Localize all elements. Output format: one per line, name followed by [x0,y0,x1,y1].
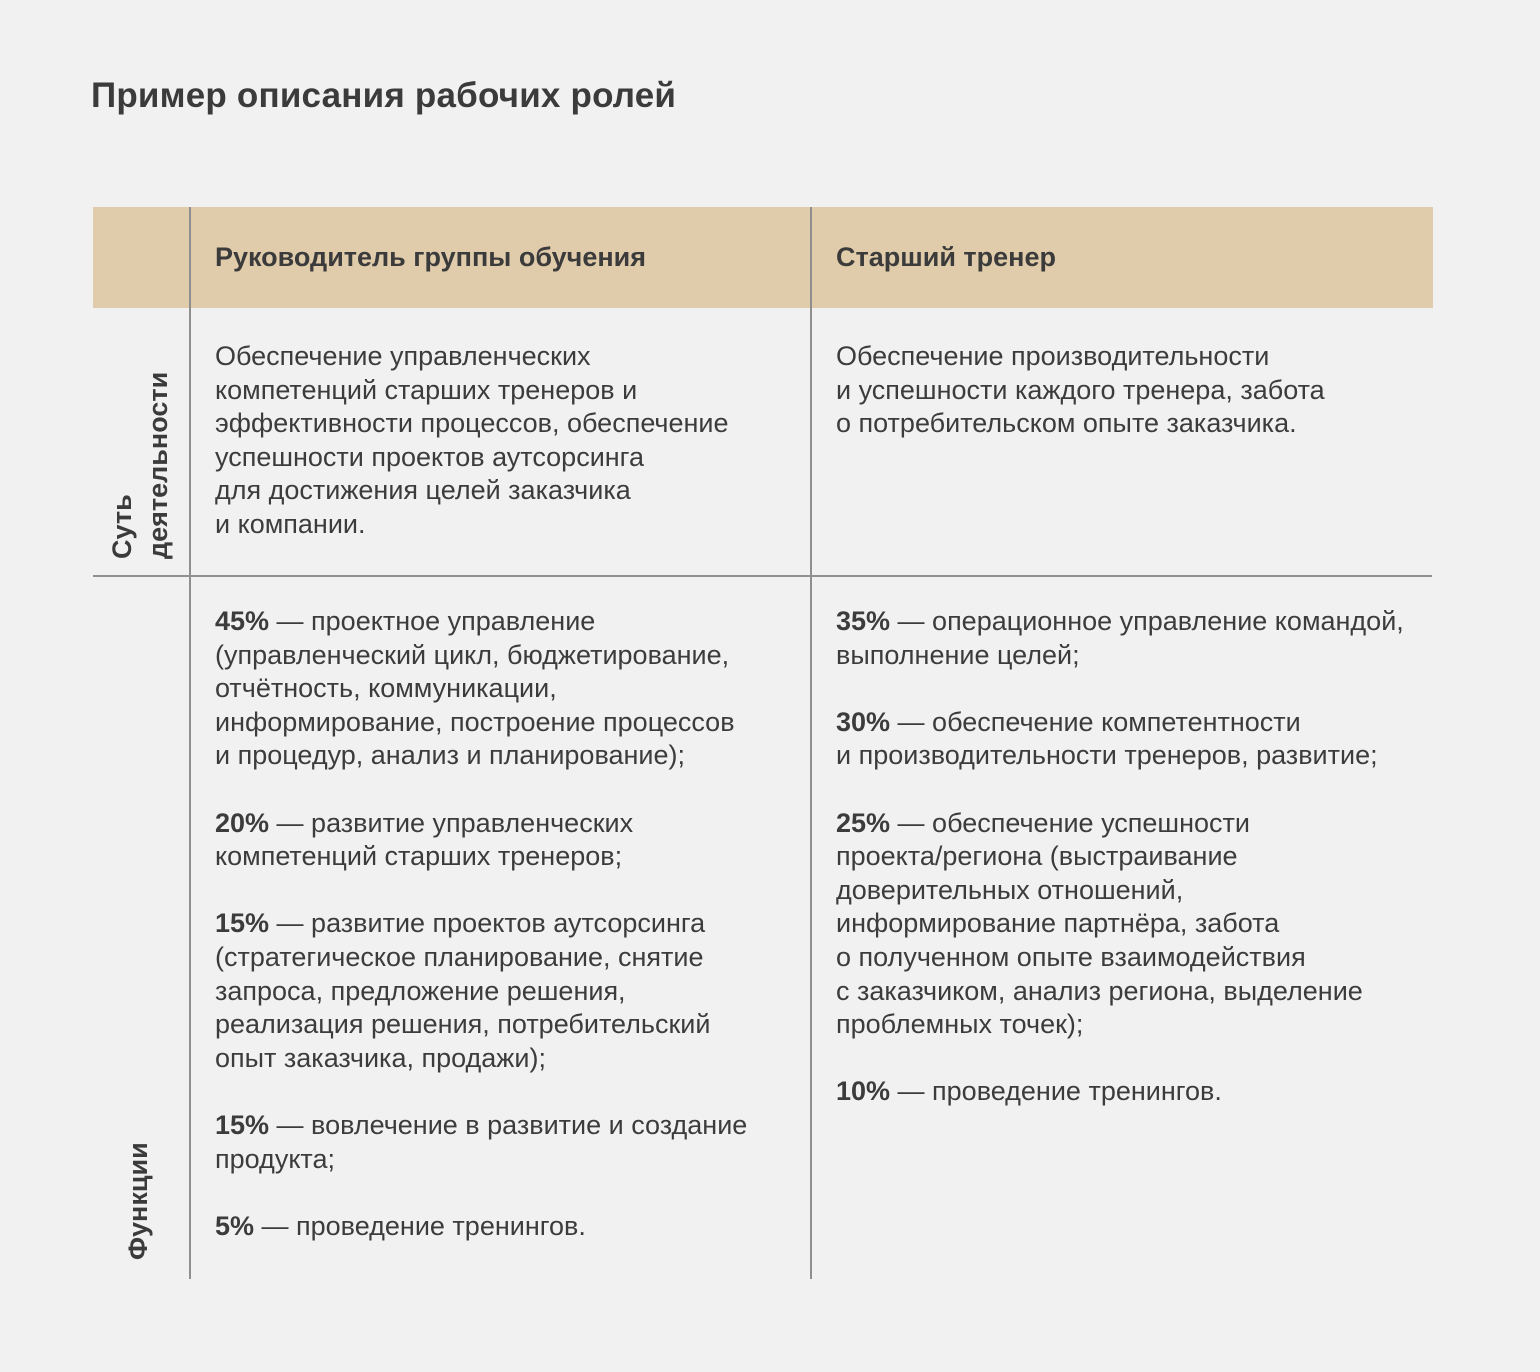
function-text: — операционное управление командой, выполнение целей; [836,606,1404,670]
function-text: — проведение тренингов. [254,1210,586,1241]
function-item [836,807,1404,1042]
function-text: — проектное управление (управленческий цикл, бюджетирование, отчётность, коммуникации, информирование, построение процессов и процедур, анализ и планирование); [215,606,735,771]
function-item [215,605,747,773]
column-divider-middle [810,207,812,1279]
row-label-functions: Функции [123,1142,153,1260]
row-divider [93,575,1432,577]
function-percent: 30% [836,706,891,737]
function-text: — развитие проектов аутсорсинга (стратегическое планирование, снятие запроса, предложение решения, реализация решения, потребительский опыт заказчика, продажи); [215,908,711,1073]
function-percent: 20% [215,807,270,838]
column-divider-left [189,207,191,1279]
function-percent: 15% [215,1109,270,1140]
function-text: — проведение тренингов. [890,1076,1222,1107]
function-percent: 10% [836,1076,891,1107]
function-text: — обеспечение компетентности и производительности тренеров, развитие; [836,706,1378,771]
function-text: — вовлечение в развитие и создание продукта; [215,1109,748,1174]
function-percent: 5% [215,1210,255,1241]
function-item [215,1210,747,1244]
functions-list-senior-trainer [836,605,1404,1143]
essence-cell-group-lead: Обеспечение управленческих компетенций старших тренеров и эффективности процессов, обеспечение успешности проектов аутсорсинга для достижения целей заказчика и компании. [215,341,729,539]
function-item [215,807,747,874]
function-item [836,1075,1404,1109]
function-text: — обеспечение успешности проекта/региона (выстраивание доверительных отношений, информирование партнёра, забота о полученном опыте взаимодействия с заказчиком, анализ региона, выделение проблемных точек); [836,807,1363,1040]
function-text: — развитие управленческих компетенций старших тренеров; [215,807,634,872]
column-header-senior-trainer: Старший тренер [836,242,1056,272]
function-item [215,907,747,1075]
function-percent: 15% [215,908,270,939]
page-title: Пример описания рабочих ролей [91,76,677,115]
essence-cell-senior-trainer: Обеспечение производительности и успешности каждого тренера, забота о потребительском опыте заказчика. [836,341,1325,439]
column-header-group-lead: Руководитель группы обучения [215,242,647,272]
row-label-essence [104,359,176,559]
row-label-essence-line-2: деятельности [143,371,173,559]
functions-list-group-lead [215,605,747,1277]
function-percent: 25% [836,807,891,838]
function-percent: 45% [215,606,270,636]
function-percent: 35% [836,606,891,636]
function-item [836,605,1404,672]
row-label-essence-line-1: Суть [107,494,137,559]
function-item [215,1109,747,1176]
function-item [836,706,1404,773]
